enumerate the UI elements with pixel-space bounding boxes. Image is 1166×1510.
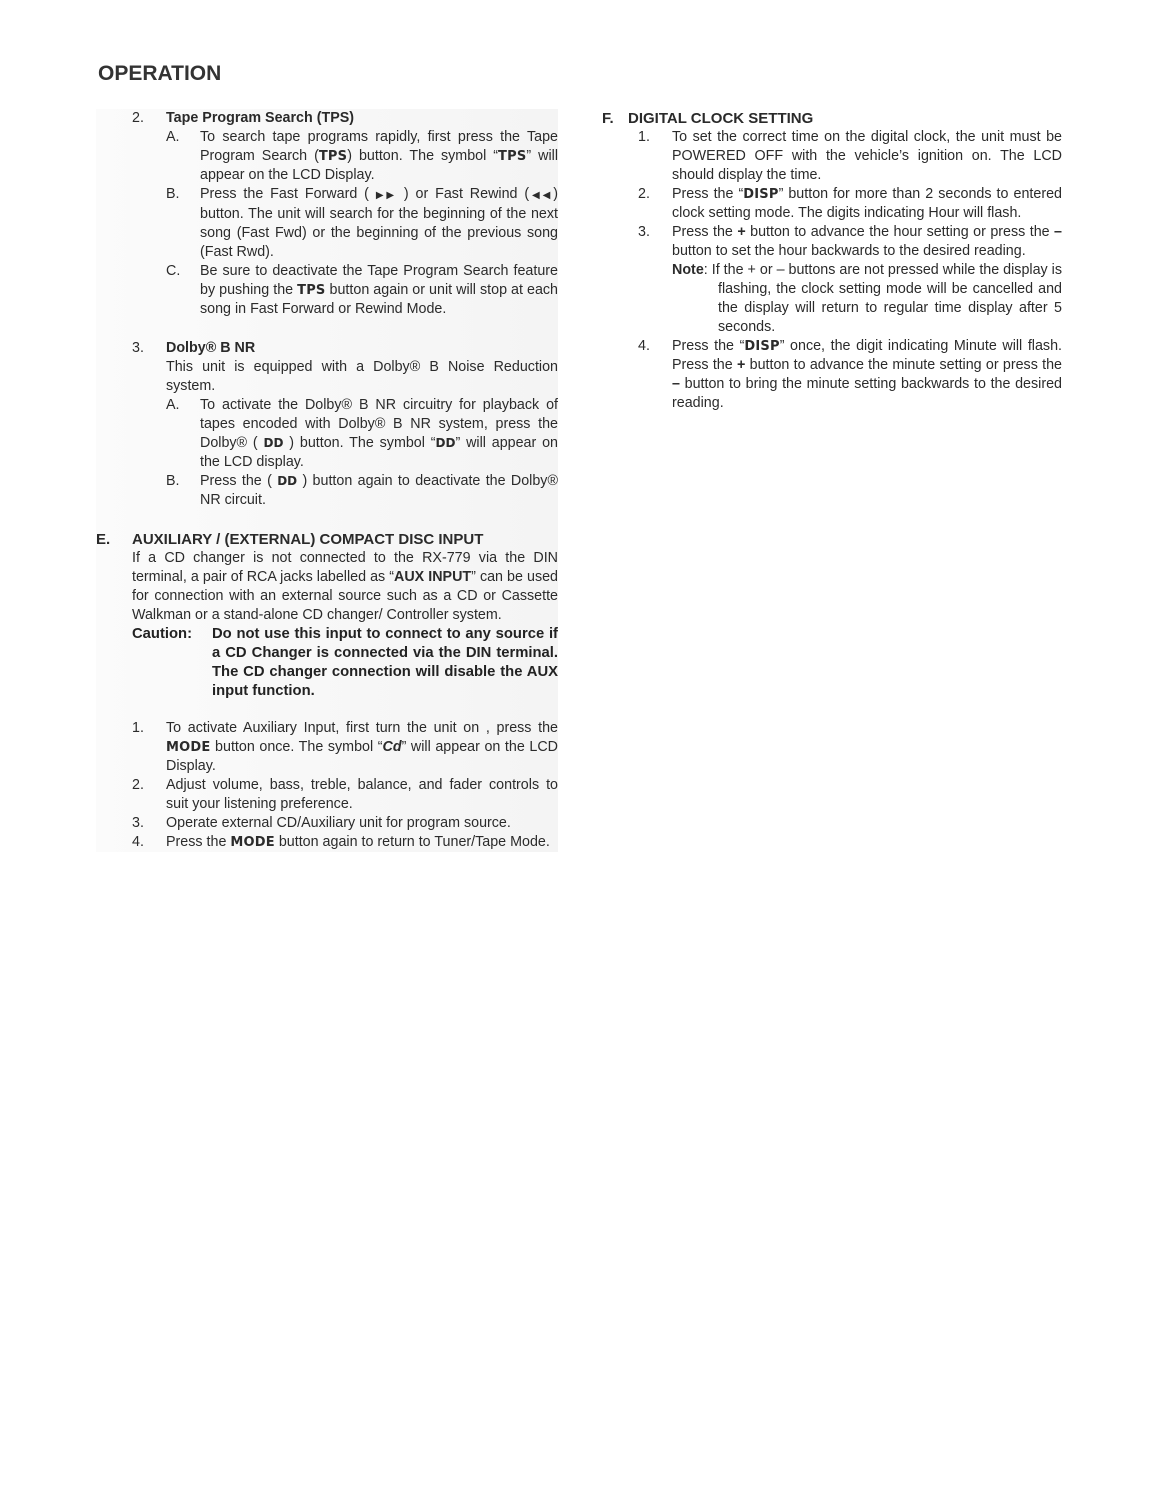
dolby-section	[96, 339, 558, 510]
clock-step-number: 2.	[638, 186, 650, 202]
dolby-title: Dolby® B NR	[166, 340, 256, 356]
right-column	[602, 109, 1062, 413]
left-column	[96, 109, 558, 852]
aux-letter: E.	[96, 531, 111, 548]
tps-a-label: A.	[166, 129, 180, 145]
aux-step-number: 3.	[132, 815, 144, 831]
aux-step: To activate Auxiliary Input, first turn the unit on , press the MODE button once. The symbol “Cd” will appear on the LCD Display.	[166, 720, 558, 774]
aux-step-number: 2.	[132, 777, 144, 793]
caution-label: Caution:	[132, 626, 192, 642]
tps-c-text: Be sure to deactivate the Tape Program Search feature by pushing the TPS button again or unit will stop at each song in Fast Forward or Rewind Mode.	[200, 263, 558, 317]
clock-letter: F.	[602, 110, 614, 127]
clock-step-number: 4.	[638, 338, 650, 354]
tps-a-text: To search tape programs rapidly, first press the Tape Program Search (TPS) button. The symbol “TPS” will appear on the LCD Display.	[200, 129, 559, 183]
tps-title: Tape Program Search (TPS)	[166, 110, 355, 126]
clock-title: DIGITAL CLOCK SETTING	[628, 110, 814, 127]
aux-section	[96, 530, 558, 852]
clock-step-number: 1.	[638, 129, 650, 145]
dolby-a-label: A.	[166, 397, 180, 413]
dolby-intro: This unit is equipped with a Dolby® B Noise Reduction system.	[166, 359, 558, 394]
clock-section	[602, 109, 1062, 413]
dolby-icon: DD	[277, 474, 298, 488]
aux-step-number: 4.	[132, 834, 144, 850]
clock-step-number: 3.	[638, 224, 650, 240]
caution-text: Do not use this input to connect to any source if a CD Changer is connected via the DIN terminal. The CD changer connection will disable the AUX input function.	[212, 626, 558, 699]
aux-step: Operate external CD/Auxiliary unit for program source.	[166, 815, 511, 831]
tps-c-label: C.	[166, 263, 181, 279]
aux-intro: If a CD changer is not connected to the RX-779 via the DIN terminal, a pair of RCA jacks labelled as “AUX INPUT” can be used for connection with an external source such as a CD or Cassette Walkman or a stand-alone CD changer/ Controller system.	[132, 550, 558, 623]
tps-number: 2.	[132, 110, 144, 126]
fast-forward-icon: ▶▶	[375, 190, 398, 201]
clock-step: Press the “DISP” button for more than 2 seconds to entered clock setting mode. The digits indicating Hour will flash.	[672, 186, 1062, 221]
dolby-number: 3.	[132, 340, 144, 356]
aux-step: Adjust volume, bass, treble, balance, and fader controls to suit your listening preference.	[166, 777, 558, 812]
tps-b-text: Press the Fast Forward ( ▶▶ ) or Fast Rewind (◀◀) button. The unit will search for the beginning of the next song (Fast Fwd) or the beginning of the previous song (Fast Rwd).	[200, 186, 558, 260]
tps-section	[96, 109, 558, 319]
clock-step: Press the + button to advance the hour setting or press the – button to set the hour backwards to the desired reading.	[672, 224, 1062, 259]
fast-rewind-icon: ◀◀	[529, 190, 554, 201]
dolby-b-text: Press the ( DD ) button again to deactivate the Dolby® NR circuit.	[200, 473, 558, 508]
page-title: OPERATION	[98, 62, 222, 85]
dolby-b-label: B.	[166, 473, 180, 489]
dolby-icon: DD	[435, 436, 456, 450]
tps-b-label: B.	[166, 186, 180, 202]
dolby-icon: DD	[263, 436, 284, 450]
aux-step-number: 1.	[132, 720, 144, 736]
clock-step: To set the correct time on the digital clock, the unit must be POWERED OFF with the vehicle’s ignition on. The LCD should display the time.	[672, 129, 1062, 183]
clock-note: Note: If the + or – buttons are not pressed while the display is flashing, the clock setting mode will be cancelled and the display will return to regular time display after 5 seconds.	[672, 262, 1062, 335]
clock-step: Press the “DISP” once, the digit indicating Minute will flash. Press the + button to advance the minute setting or press the – button to bring the minute setting backwards to the desired reading.	[672, 338, 1062, 411]
aux-title: AUXILIARY / (EXTERNAL) COMPACT DISC INPUT	[132, 531, 484, 548]
dolby-a-text: To activate the Dolby® B NR circuitry for playback of tapes encoded with Dolby® B NR system, press the Dolby® ( DD ) button. The symbol “DD” will appear on the LCD display.	[200, 397, 559, 470]
aux-step: Press the MODE button again to return to Tuner/Tape Mode.	[166, 834, 550, 850]
